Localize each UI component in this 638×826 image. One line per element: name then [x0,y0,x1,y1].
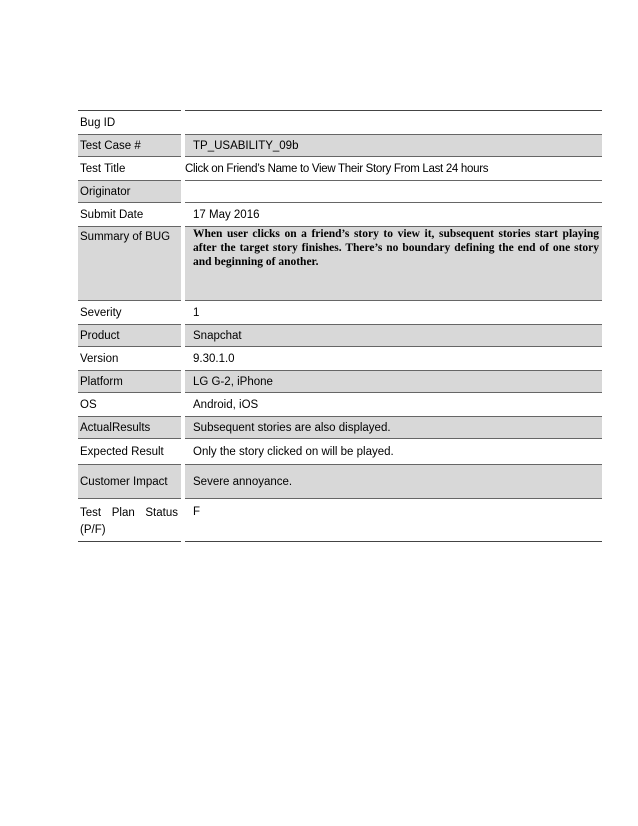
row-summary [78,227,602,301]
test-title-label: Test Title [78,157,183,181]
row-test-case [78,135,602,157]
row-severity [78,301,602,325]
test-case-label: Test Case # [78,135,183,157]
row-platform [78,371,602,393]
summary-value: When user clicks on a friend’s story to view it, subsequent stories start playing after the target story finishes. There’s no boundary defining the end of one story and beginning of another. [183,227,602,301]
expected-result-label: Expected Result [78,439,183,465]
expected-result-value: Only the story clicked on will be played. [193,445,394,458]
test-plan-status-value: F [193,506,201,518]
customer-impact-value: Severe annoyance. [183,465,602,499]
tps-label-line2: (P/F) [80,524,106,536]
test-case-value: TP_USABILITY_09b [183,135,602,157]
os-label: OS [78,393,183,417]
summary-label: Summary of BUG [78,227,183,301]
bug-id-value [183,111,602,135]
test-plan-status-label [78,499,183,542]
row-expected-result [78,439,602,465]
tps-word-test: Test [80,507,102,519]
actual-results-label: ActualResults [78,417,183,439]
row-product [78,325,602,347]
bug-id-label: Bug ID [78,111,183,135]
os-value: Android, iOS [193,398,259,411]
row-submit-date [78,203,602,227]
platform-label: Platform [78,371,183,393]
row-actual-results [78,417,602,439]
version-value: 9.30.1.0 [193,352,235,365]
tps-word-status: Status [145,507,178,519]
tps-word-plan: Plan [111,507,135,519]
customer-impact-label: Customer Impact [78,465,183,499]
row-originator [78,181,602,203]
actual-results-value: Subsequent stories are also displayed. [183,417,602,439]
product-label: Product [78,325,183,347]
originator-value [183,181,602,203]
bug-report-table [78,110,602,542]
row-test-title [78,157,602,181]
row-customer-impact [78,465,602,499]
platform-value: LG G-2, iPhone [183,371,602,393]
version-label: Version [78,347,183,371]
severity-label: Severity [78,301,183,325]
originator-label: Originator [78,181,183,203]
severity-value: 1 [193,306,200,319]
row-os [78,393,602,417]
row-version [78,347,602,371]
test-title-value: Click on Friend’s Name to View Their Story From Last 24 hours [185,162,489,175]
row-bug-id [78,111,602,135]
product-value: Snapchat [183,325,602,347]
submit-date-value: 17 May 2016 [193,208,260,221]
row-test-plan-status [78,499,602,542]
submit-date-label: Submit Date [78,203,183,227]
